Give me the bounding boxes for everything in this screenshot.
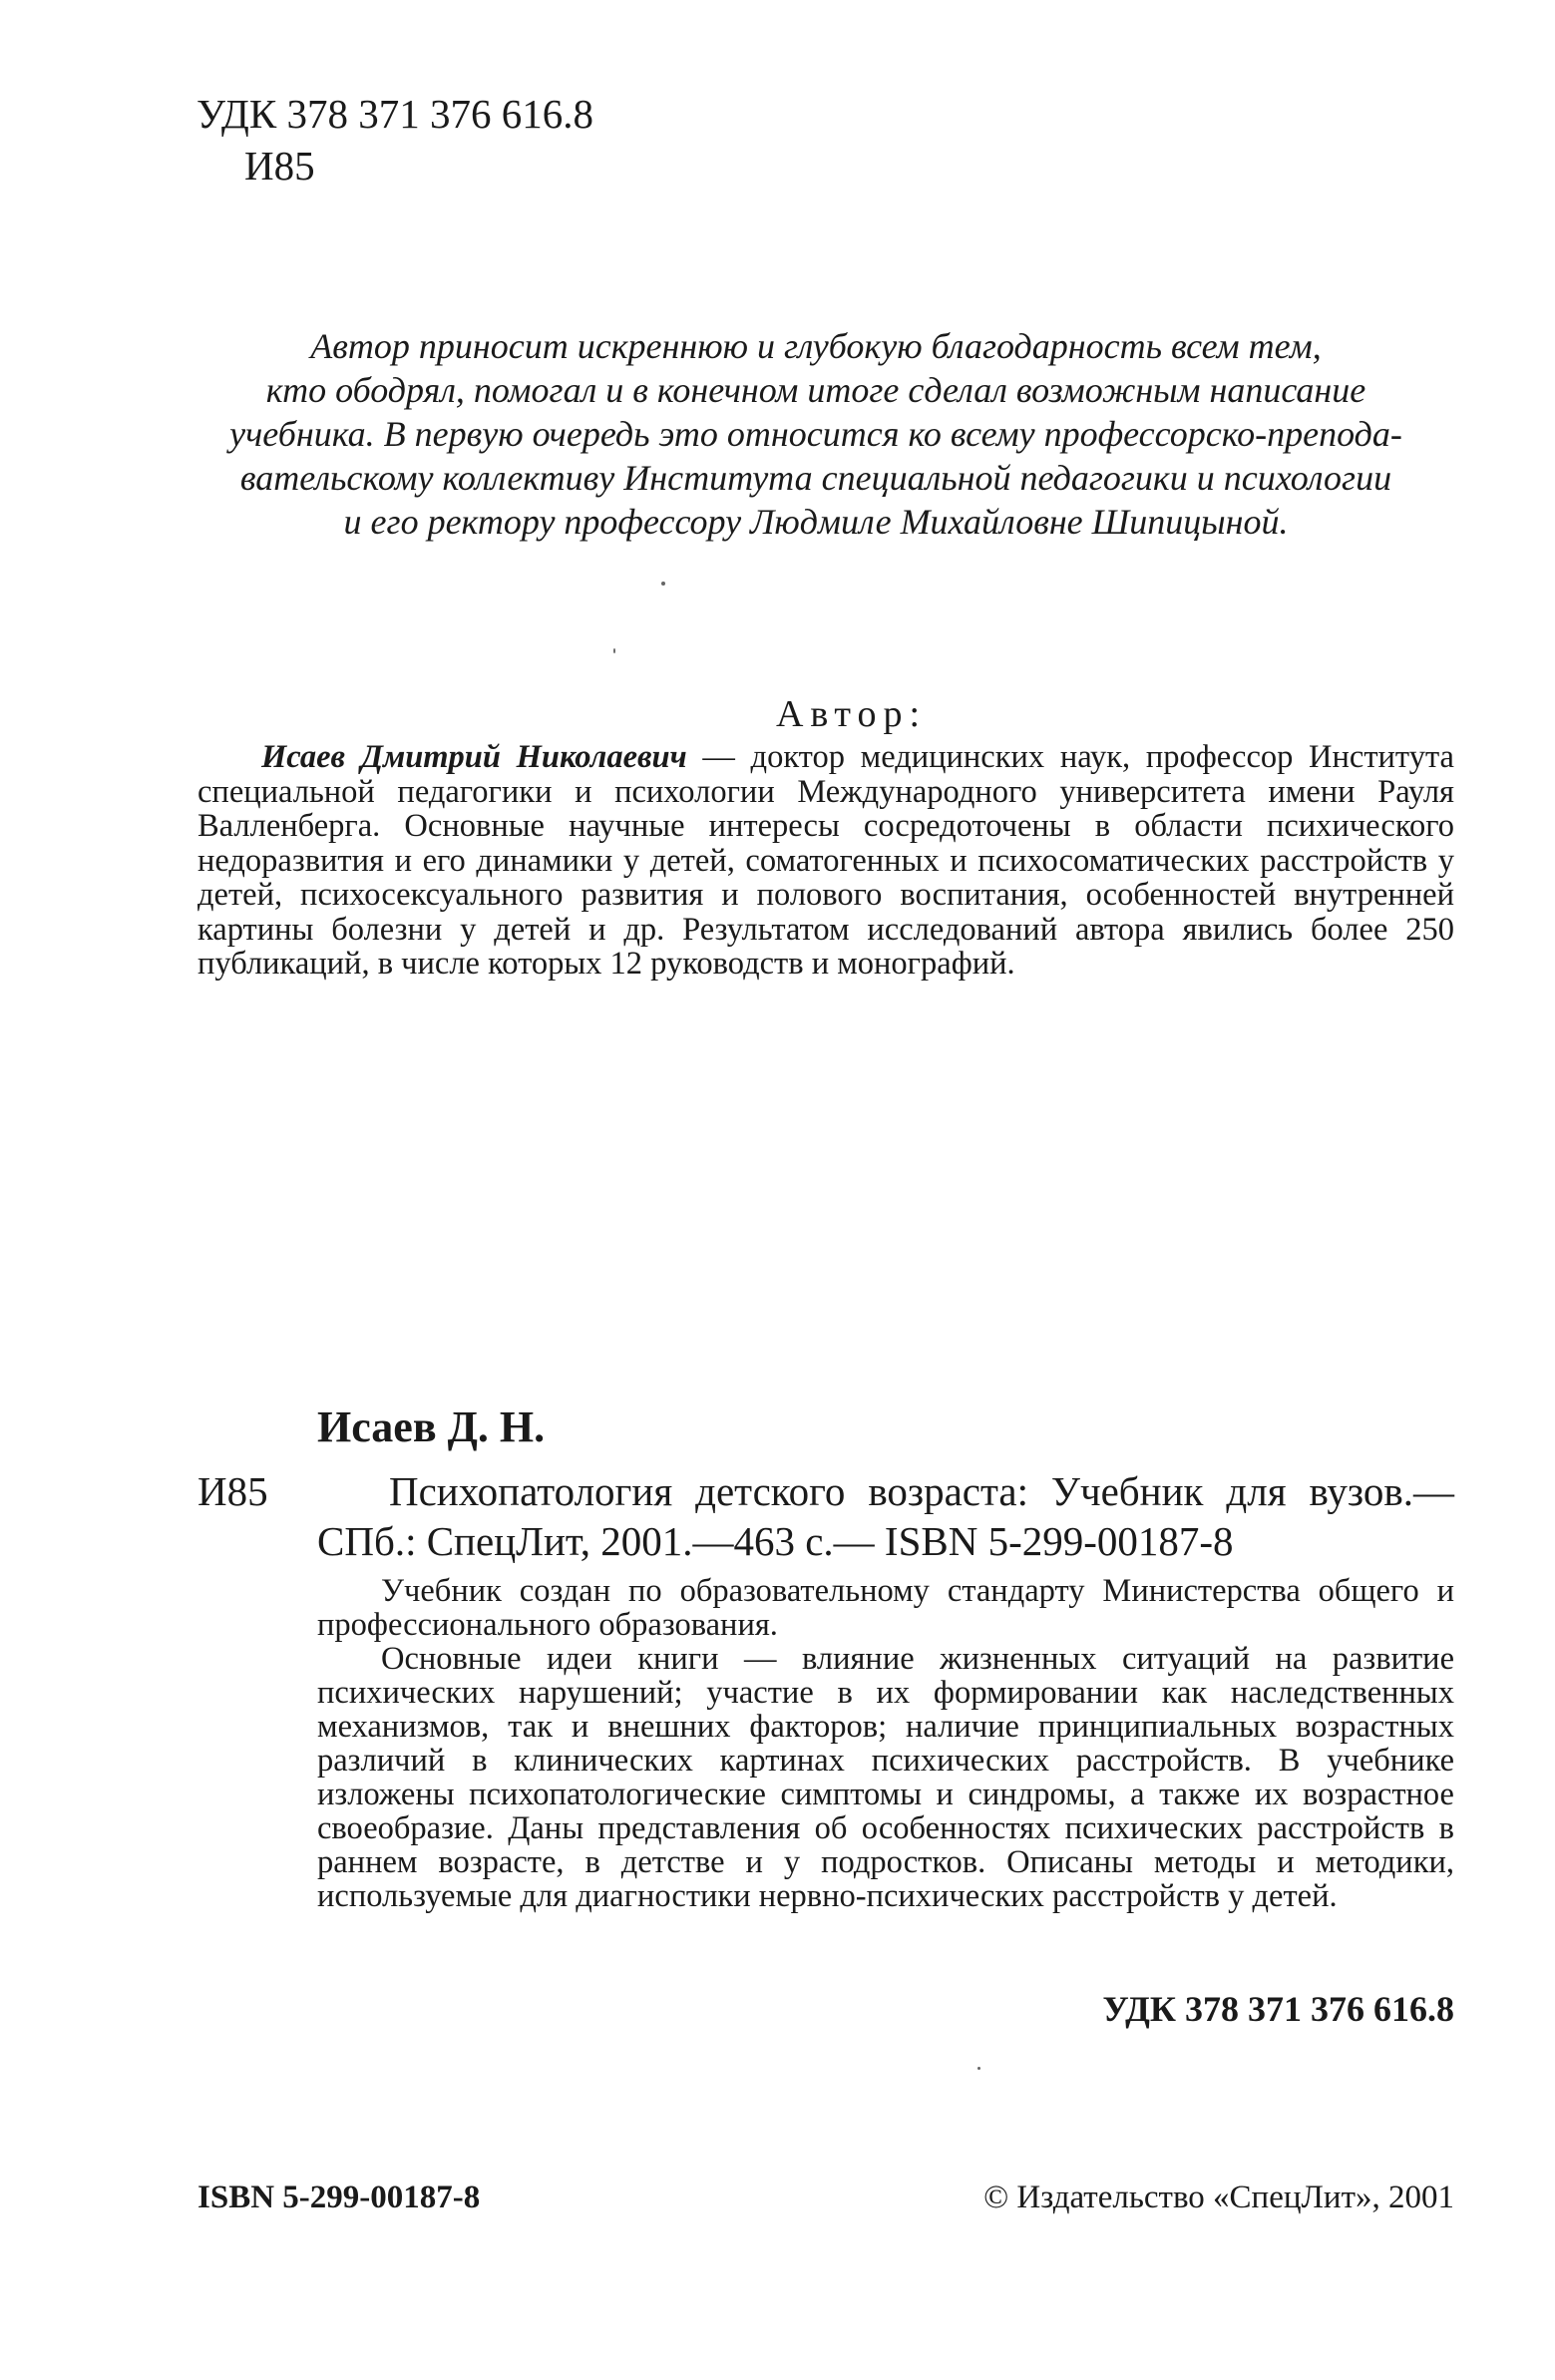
annotation-paragraph: Основные идеи книги — влияние жизненных ситуаций на развитие психических нарушений; участие в их формировании как наследственных механизмов, так и внешних факторов; наличие принципиальных возрастных различий в клинических картинах психических расстройств. В учебнике изложены психопатологические симптомы и синдромы, а также их возрастное своеобразие. Даны представления об особенностях психических расстройств в раннем возрасте, в детстве и у подростков. Описаны методы и методики, используемые для диагностики нервно-психических расстройств у детей.: [317, 1641, 1454, 1914]
author-heading: Автор:: [775, 693, 928, 735]
dedication-text: [178, 324, 1454, 544]
catalog-card-author: Исаев Д. Н.: [317, 1402, 546, 1451]
catalog-card-udc: УДК 378 371 376 616.8: [1102, 1989, 1454, 2029]
udc-header: [196, 88, 593, 192]
isbn-footer: ISBN 5-299-00187-8: [197, 2180, 481, 2215]
udc-code: УДК 378 371 376 616.8: [196, 91, 593, 137]
dedication-line: и его ректору профессору Людмиле Михайловне Шипицыной.: [343, 502, 1289, 542]
print-speck: [613, 648, 615, 653]
catalog-card-annotation: [317, 1574, 1454, 1913]
dedication-line: учебника. В первую очередь это относится ко всему профессорско-препода-: [229, 414, 1402, 454]
catalog-card-title: Психопатология детского возраста: Учебник для вузов.— СПб.: СпецЛит, 2001.—463 с.— ISBN 5-299-00187-8: [317, 1468, 1454, 1564]
dedication-line: вательскому коллективу Института специальной педагогики и психологии: [239, 458, 1392, 498]
dedication-line: кто ободрял, помогал и в конечном итоге сделал возможным написание: [265, 370, 1366, 410]
author-bio: [197, 740, 1454, 982]
catalog-card-author-sign: И85: [197, 1468, 268, 1514]
annotation-paragraph: Учебник создан по образовательному стандарту Министерства общего и профессионального образования.: [317, 1573, 1454, 1643]
author-sign: И85: [244, 143, 315, 189]
print-speck: [977, 2067, 980, 2070]
print-speck: [661, 582, 665, 586]
publisher-copyright: © Издательство «СпецЛит», 2001: [983, 2180, 1454, 2215]
author-full-name: Исаев Дмитрий Николаевич: [261, 739, 687, 775]
dedication-line: Автор приносит искреннюю и глубокую благодарность всем тем,: [310, 326, 1322, 366]
author-bio-text: — доктор медицинских наук, профессор Института специальной педагогики и психологии Международного университета имени Рауля Валленберга. Основные научные интересы сосредоточены в области психического недоразвития и его динамики у детей, соматогенных и психосоматических расстройств у детей, психосексуального развития и полового воспитания, особенностей внутренней картины болезни у детей и др. Результатом исследований автора явились более 250 публикаций, в числе которых 12 руководств и монографий.: [197, 739, 1454, 982]
